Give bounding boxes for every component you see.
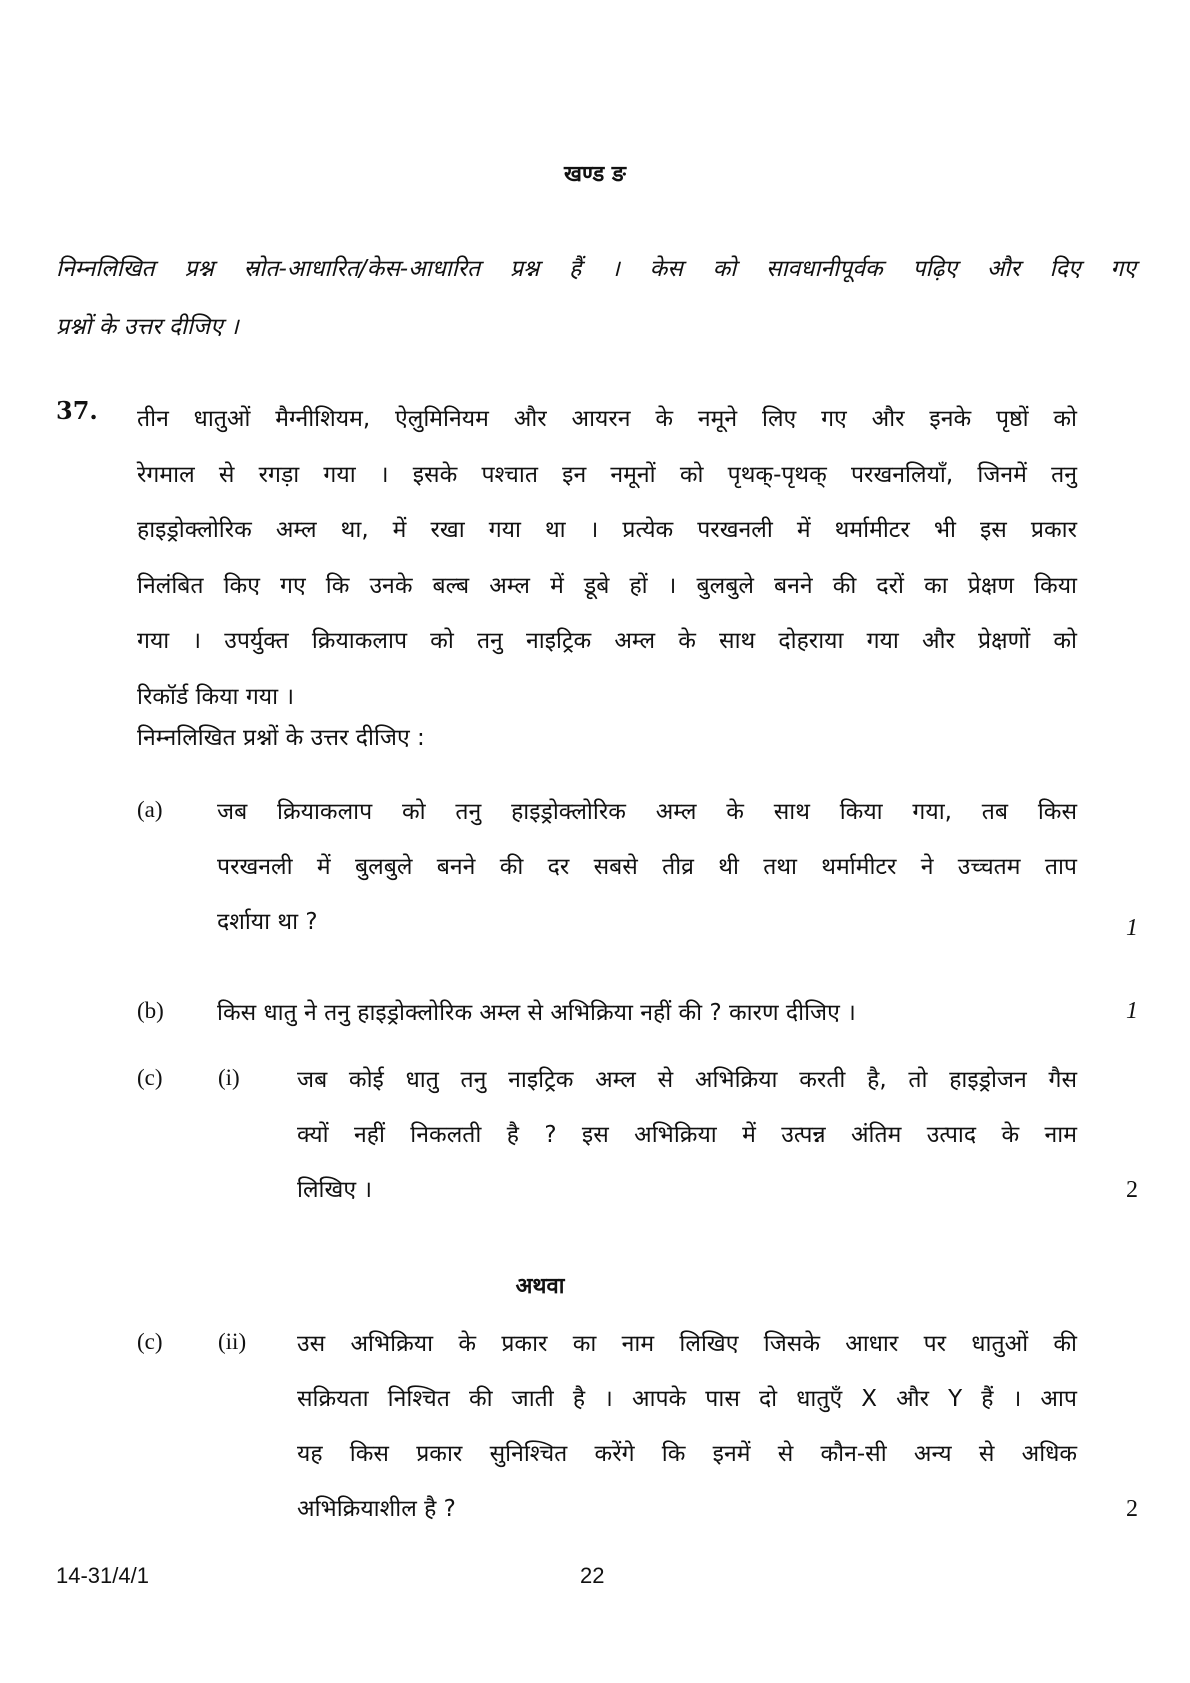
instructions-line: प्रश्नों के उत्तर दीजिए । — [56, 314, 239, 340]
section-instructions — [56, 240, 1136, 356]
part-c-ii-line: उस अभिक्रिया के प्रकार का नाम लिखिए जिसके आधार पर धातुओं की — [297, 1331, 1077, 1357]
stem-line: तीन धातुओं मैग्नीशियम, ऐलुमिनियम और आयरन के नमूने लिए गए और इनके पृष्ठों को — [137, 406, 1077, 432]
part-a-text — [217, 785, 1077, 950]
part-a-label: (a) — [137, 797, 163, 822]
part-b-text — [217, 986, 1077, 1041]
part-c-ii-line: अभिक्रियाशील है ? — [297, 1496, 456, 1522]
part-b-line: किस धातु ने तनु हाइड्रोक्लोरिक अम्ल से अभिक्रिया नहीं की ? कारण दीजिए । — [217, 1000, 856, 1026]
part-c-ii-marks: 2 — [1126, 1496, 1138, 1522]
part-c-i-sublabel: (i) — [218, 1065, 240, 1090]
part-c-i-text — [297, 1053, 1077, 1218]
question-prompt: निम्नलिखित प्रश्नों के उत्तर दीजिए : — [137, 725, 425, 751]
part-c-i-line: क्यों नहीं निकलती है ? इस अभिक्रिया में उत्पन्न अंतिम उत्पाद के नाम — [297, 1122, 1077, 1148]
stem-line: निलंबित किए गए कि उनके बल्ब अम्ल में डूबे हों । बुलबुले बनने की दरों का प्रेक्षण किया — [137, 572, 1077, 599]
question-number: 37. — [56, 396, 98, 425]
part-c-ii-text — [297, 1317, 1077, 1537]
question-stem — [137, 392, 1077, 725]
part-c-ii-sublabel: (ii) — [218, 1329, 247, 1354]
instructions-line: निम्नलिखित प्रश्न स्रोत-आधारित/केस-आधारित प्रश्न हैं । केस को सावधानीपूर्वक पढ़िए और दिए गए — [56, 256, 1136, 282]
stem-line: रेगमाल से रगड़ा गया । इसके पश्चात इन नमूनों को पृथक्-पृथक् परखनलियाँ, जिनमें तनु — [137, 461, 1077, 488]
part-c-ii-line: सक्रियता निश्चित की जाती है । आपके पास दो धातुएँ X और Y हैं । आप — [297, 1386, 1077, 1412]
part-c-label: (c) — [137, 1329, 163, 1354]
part-c-label: (c) — [137, 1065, 163, 1090]
part-b-label: (b) — [137, 998, 164, 1023]
paper-code: 14-31/4/1 — [56, 1563, 149, 1588]
section-title: खण्ड ङ — [564, 162, 626, 187]
part-c-i-line: जब कोई धातु तनु नाइट्रिक अम्ल से अभिक्रिया करती है, तो हाइड्रोजन गैस — [297, 1067, 1077, 1093]
part-c-ii-line: यह किस प्रकार सुनिश्चित करेंगे कि इनमें से कौन-सी अन्य से अधिक — [297, 1441, 1077, 1467]
part-a-line: जब क्रियाकलाप को तनु हाइड्रोक्लोरिक अम्ल के साथ किया गया, तब किस — [217, 799, 1077, 825]
part-c-i-marks: 2 — [1126, 1177, 1138, 1203]
stem-line: गया । उपर्युक्त क्रियाकलाप को तनु नाइट्रिक अम्ल के साथ दोहराया गया और प्रेक्षणों को — [137, 628, 1077, 654]
part-c-i-line: लिखिए । — [297, 1177, 373, 1203]
or-label: अथवा — [515, 1274, 565, 1299]
part-a-line: परखनली में बुलबुले बनने की दर सबसे तीव्र थी तथा थर्मामीटर ने उच्चतम ताप — [217, 854, 1077, 880]
stem-line: हाइड्रोक्लोरिक अम्ल था, में रखा गया था । प्रत्येक परखनली में थर्मामीटर भी इस प्रकार — [137, 517, 1077, 543]
page-number: 22 — [580, 1563, 605, 1588]
part-b-marks: 1 — [1126, 998, 1138, 1024]
stem-line: रिकॉर्ड किया गया । — [137, 683, 295, 710]
part-a-marks: 1 — [1126, 915, 1138, 941]
part-a-line: दर्शाया था ? — [217, 909, 318, 935]
